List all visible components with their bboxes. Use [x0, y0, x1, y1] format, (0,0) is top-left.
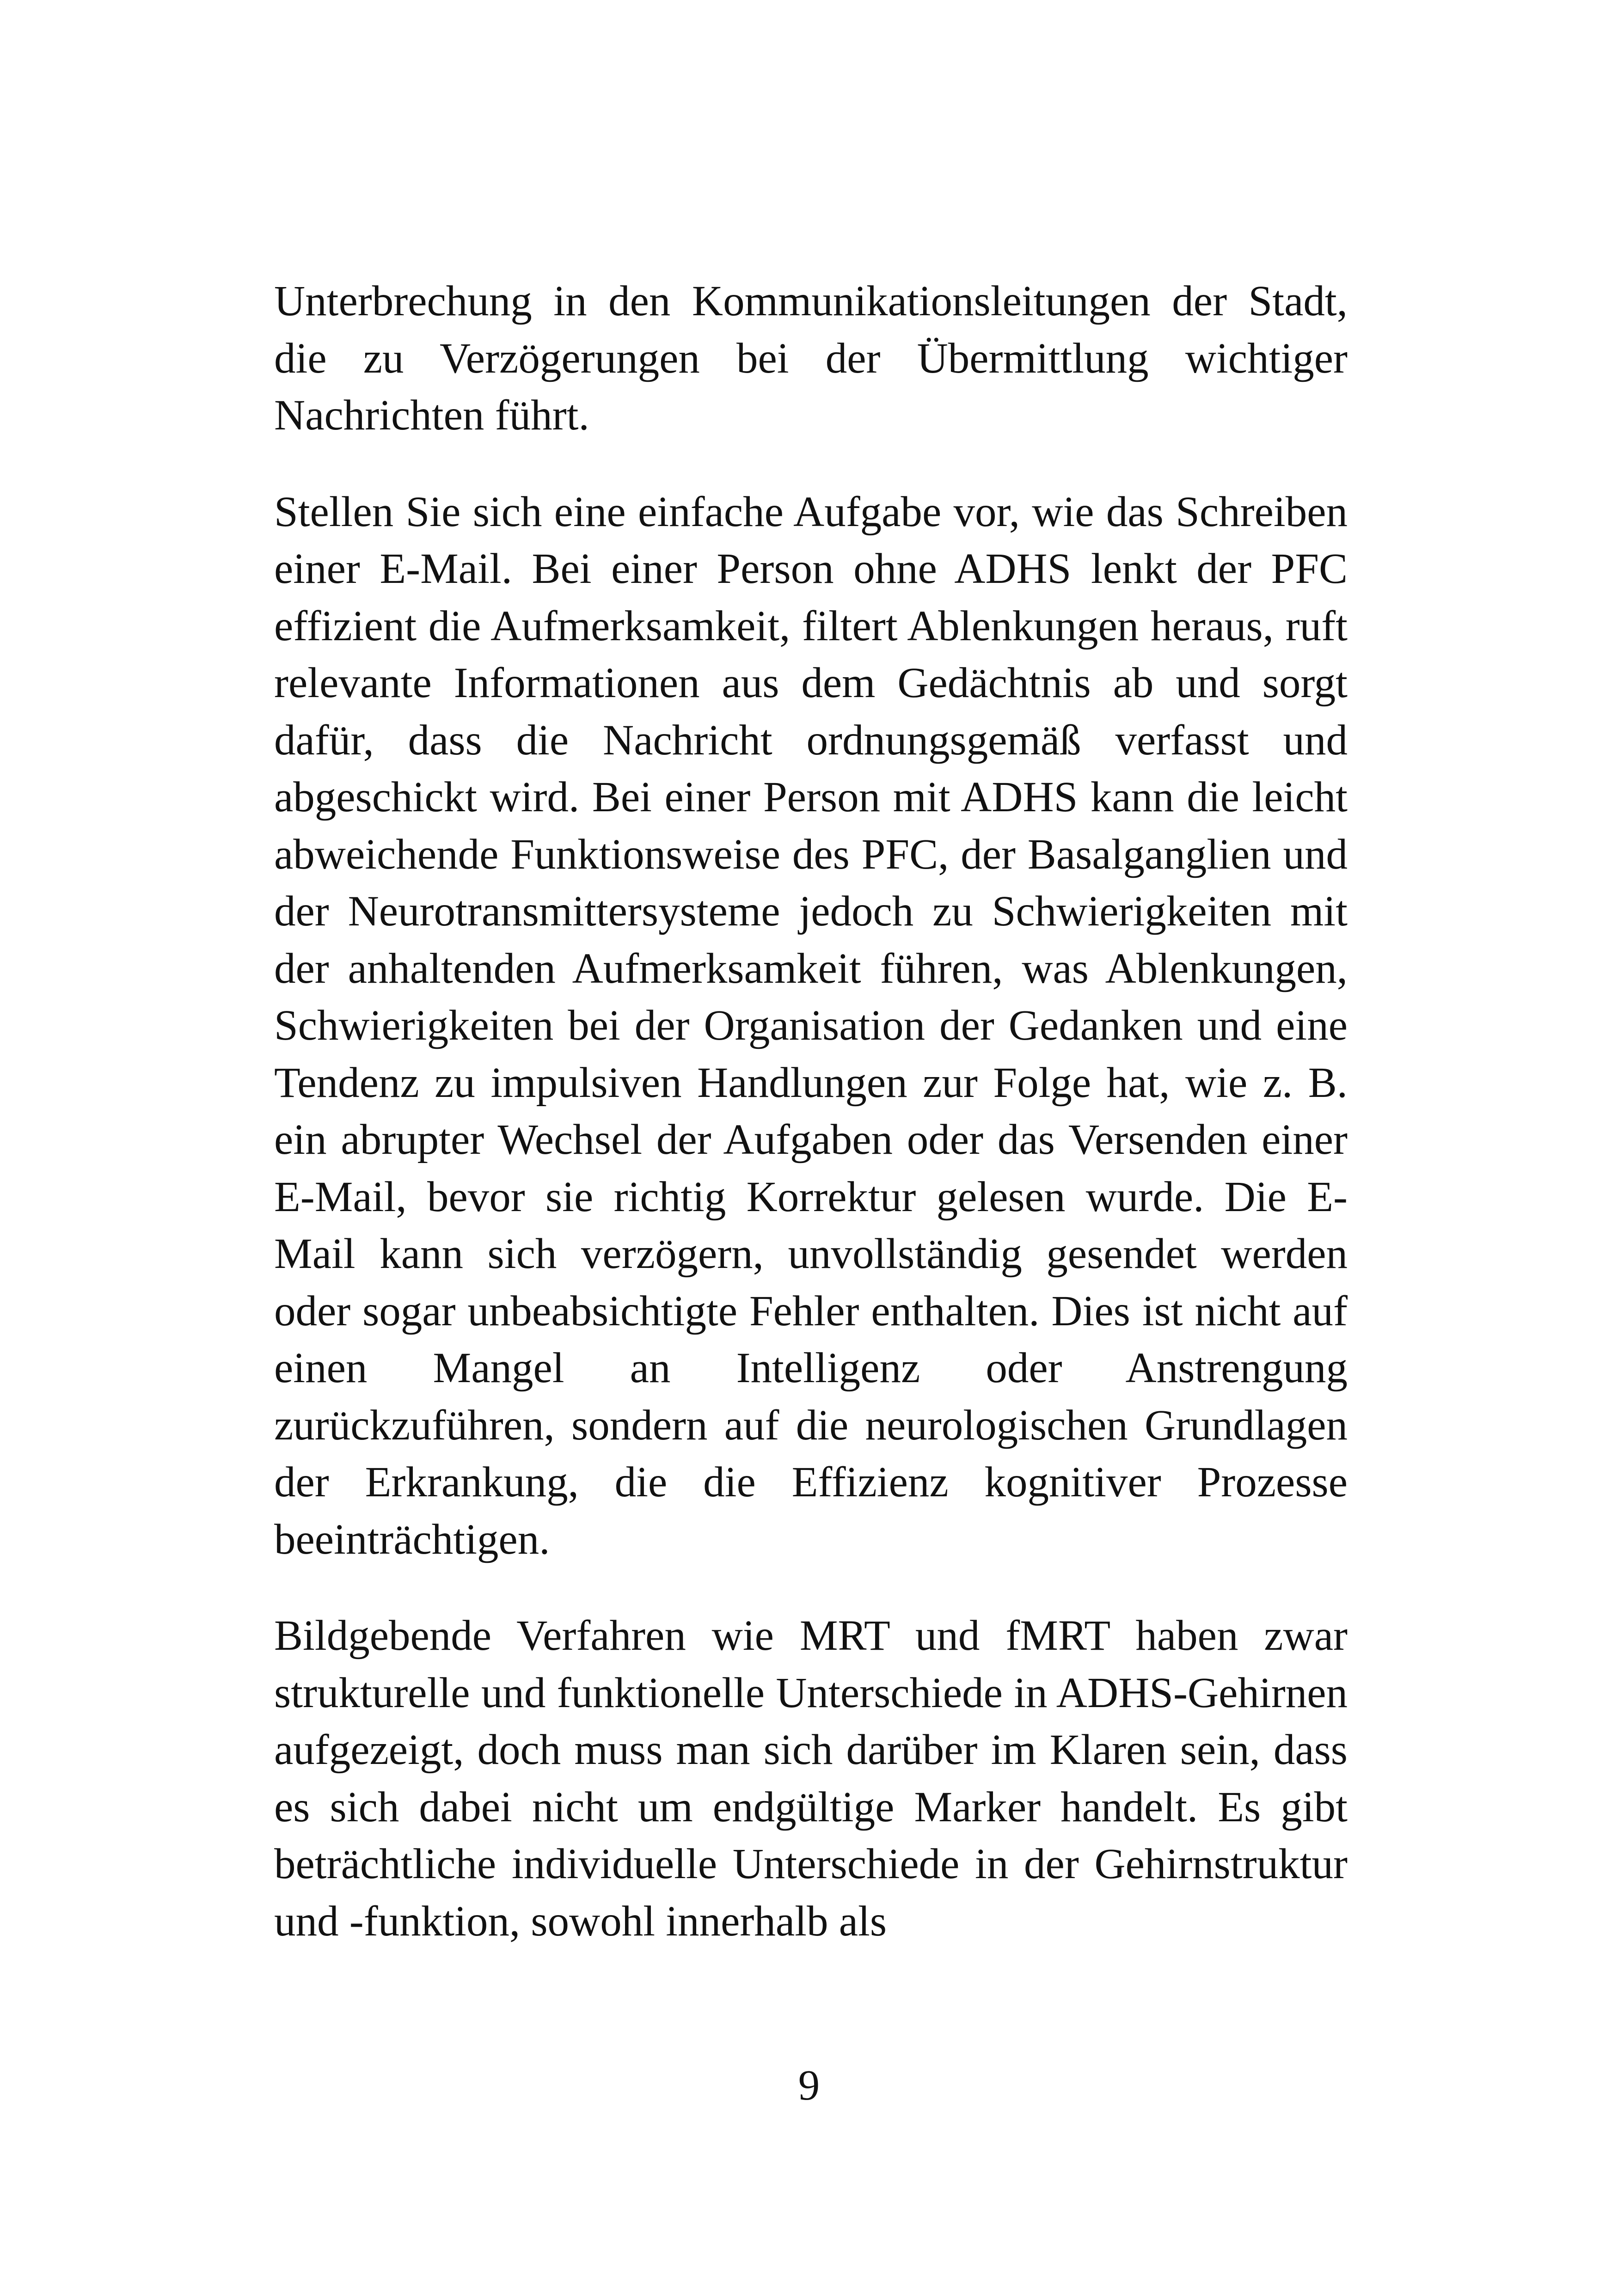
paragraph-2: Stellen Sie sich eine einfache Aufgabe vor, wie das Schreiben einer E-Mail. Bei einer Person ohne ADHS lenkt der PFC effizient die Aufmerksamkeit, filtert Ablenkungen heraus, ruft relevante Informationen aus dem Gedächtnis ab und sorgt dafür, dass die Nachricht ordnungsgemäß verfasst und abgeschickt wird. Bei einer Person mit ADHS kann die leicht abweichende Funktionsweise des PFC, der Basalganglien und der Neurotransmittersysteme jedoch zu Schwierigkeiten mit der anhaltenden Aufmerksamkeit führen, was Ablenkungen, Schwierigkeiten bei der Organisation der Gedanken und eine Tendenz zu impulsiven Handlungen zur Folge hat, wie z. B. ein abrupter Wechsel der Aufgaben oder das Versenden einer E-Mail, bevor sie richtig Korrektur gelesen wurde. Die E-Mail kann sich verzögern, unvollständig gesendet werden oder sogar unbeabsichtigte Fehler enthalten. Dies ist nicht auf einen Mangel an Intelligenz oder Anstrengung zurückzuführen, sondern auf die neurologischen Grundlagen der Erkrankung, die die Effizienz kognitiver Prozesse beeinträchtigen.: [274, 488, 1348, 1563]
page-number: 9: [798, 2062, 820, 2109]
paragraph-1: Unterbrechung in den Kommunikationsleitungen der Stadt, die zu Verzögerungen bei der Übermittlung wichtiger Nachrichten führt.: [274, 277, 1348, 439]
body-text: [274, 273, 1348, 1950]
paragraph-3: Bildgebende Verfahren wie MRT und fMRT haben zwar strukturelle und funktionelle Unterschiede in ADHS-Gehirnen aufgezeigt, doch muss man sich darüber im Klaren sein, dass es sich dabei nicht um endgültige Marker handelt. Es gibt beträchtliche individuelle Unterschiede in der Gehirnstruktur und -funktion, sowohl innerhalb als: [274, 1612, 1348, 1945]
